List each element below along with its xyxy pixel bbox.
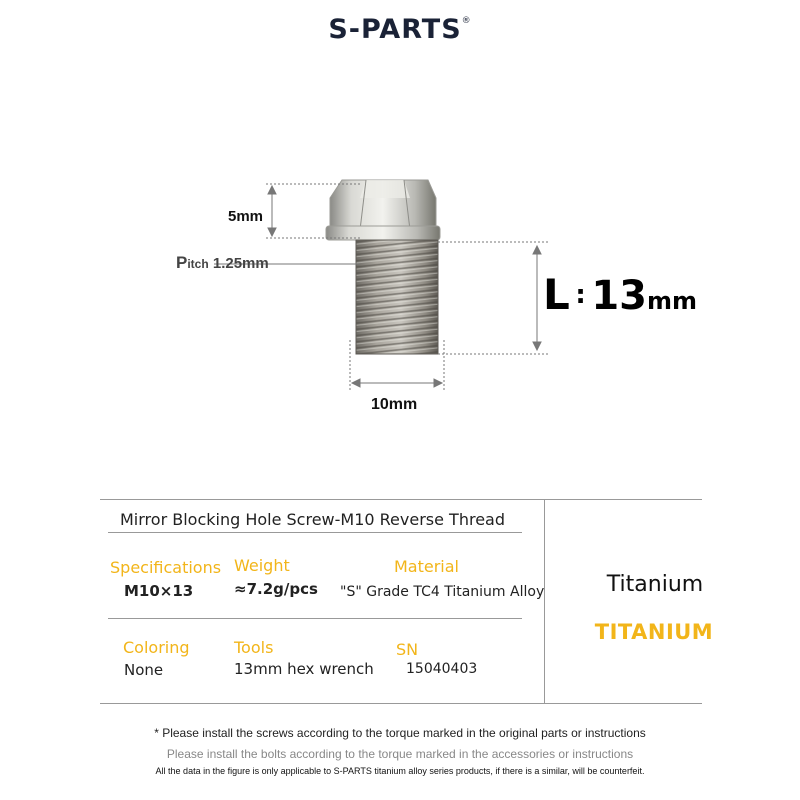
weight-label: Weight — [234, 556, 290, 575]
finish-title: Titanium — [606, 572, 704, 597]
coloring-value: None — [124, 661, 164, 679]
material-label: Material — [394, 557, 459, 576]
pitch-label — [176, 253, 269, 273]
specifications-label: Specifications — [110, 558, 222, 577]
length-marker — [438, 242, 548, 354]
sn-label: SN — [396, 640, 419, 659]
screw-head — [326, 180, 440, 240]
panel-divider — [544, 500, 545, 703]
registered-mark: ® — [461, 16, 472, 26]
specifications-value: M10×13 — [124, 582, 194, 600]
pitch-mid: itch — [187, 257, 209, 271]
finish-subtitle: TITANIUM — [594, 620, 714, 644]
coloring-label: Coloring — [123, 638, 190, 657]
sn-value: 15040403 — [406, 661, 478, 677]
length-label — [543, 270, 697, 319]
material-value: "S" Grade TC4 Titanium Alloy — [340, 584, 545, 600]
row-divider — [108, 618, 522, 619]
screw-shank — [356, 240, 438, 354]
weight-value: ≈7.2g/pcs — [234, 580, 318, 598]
product-title: Mirror Blocking Hole Screw-M10 Reverse Thread — [120, 510, 505, 529]
length-unit: mm — [647, 287, 698, 315]
tools-label: Tools — [234, 638, 274, 657]
head-height-label: 5mm — [228, 208, 264, 225]
install-note-1: * Please install the screws according to the torque marked in the original parts or instructions — [154, 726, 646, 740]
install-note-2: Please install the bolts according to the torque marked in the accessories or instructions — [166, 747, 634, 761]
counterfeit-note: All the data in the figure is only applicable to S-PARTS titanium alloy series products, if there is a similar, will be counterfeit. — [155, 766, 645, 776]
brand-name: S-PARTS — [328, 14, 462, 45]
brand-logo — [0, 14, 800, 45]
pitch-prefix: P — [176, 253, 188, 272]
panel-top-border — [100, 499, 702, 500]
diameter-label: 10mm — [371, 396, 418, 413]
pitch-value: 1.25mm — [212, 255, 269, 272]
tools-value: 13mm hex wrench — [234, 660, 374, 678]
panel-bottom-border — [100, 703, 702, 704]
length-colon: : — [575, 280, 586, 310]
length-value: 13 — [591, 273, 647, 319]
title-underline — [108, 532, 522, 533]
length-letter: L — [543, 270, 570, 319]
